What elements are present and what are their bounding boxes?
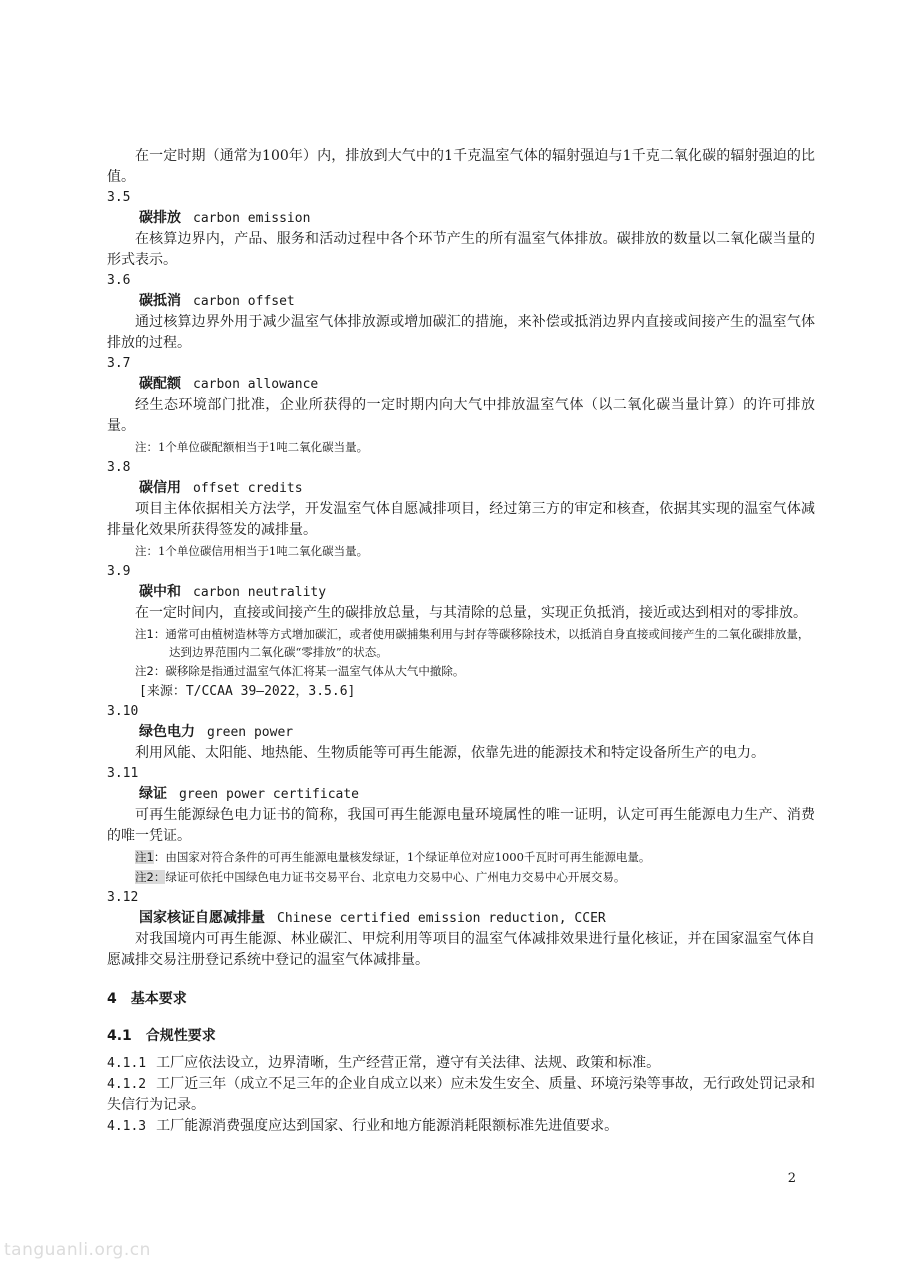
clause-number: 3.12	[107, 890, 139, 905]
term-en: carbon allowance	[193, 377, 319, 392]
term-heading	[139, 582, 815, 603]
clause-number: 3.9	[107, 564, 131, 579]
section-heading: 4.1 合规性要求	[107, 1028, 216, 1044]
clause-number: 3.11	[107, 766, 139, 781]
term-note	[135, 438, 815, 457]
note-label: 注2：	[135, 870, 166, 884]
term-zh: 绿色电力	[139, 724, 195, 740]
item-number: 4.1.2	[107, 1077, 147, 1092]
term-en: Chinese certified emission reduction, CCER	[277, 911, 606, 926]
term-definition: 通过核算边界外用于减少温室气体排放源或增加碳汇的措施，来补偿或抵消边界内直接或间接产生的温室气体排放的过程。	[107, 314, 815, 351]
note-label: 注2：	[135, 664, 166, 678]
term-note-1	[135, 625, 815, 661]
requirement-item	[107, 1053, 815, 1074]
watermark: tanguanli.org.cn	[4, 1240, 151, 1260]
term-en: carbon neutrality	[193, 585, 327, 600]
term-en: carbon emission	[193, 211, 311, 226]
term-en: carbon offset	[193, 294, 295, 309]
term-definition: 利用风能、太阳能、地热能、生物质能等可再生能源，依靠先进的能源技术和特定设备所生产的电力。	[135, 745, 765, 761]
note-label: 注1	[135, 850, 154, 864]
term-heading	[139, 374, 815, 395]
term-heading	[139, 908, 815, 929]
chapter-heading: 4 基本要求	[107, 991, 187, 1007]
page-content	[107, 146, 815, 1137]
term-zh: 碳信用	[139, 480, 181, 496]
item-number: 4.1.3	[107, 1119, 147, 1134]
term-note-1	[135, 848, 815, 867]
term-definition: 在核算边界内，产品、服务和活动过程中各个环节产生的所有温室气体排放。碳排放的数量以二氧化碳当量的形式表示。	[107, 231, 815, 268]
item-text: 工厂应依法设立，边界清晰，生产经营正常，遵守有关法律、法规、政策和标准。	[156, 1055, 661, 1071]
term-heading	[139, 208, 815, 229]
item-text: 工厂近三年（成立不足三年的企业自成立以来）应未发生安全、质量、环境污染等事故，无行政处罚记录和失信行为记录。	[107, 1076, 815, 1113]
term-zh: 碳中和	[139, 584, 181, 600]
term-heading	[139, 478, 815, 499]
term-zh: 碳配额	[139, 376, 181, 392]
term-definition: 对我国境内可再生能源、林业碳汇、甲烷利用等项目的温室气体减排效果进行量化核证，并在国家温室气体自愿减排交易注册登记系统中登记的温室气体减排量。	[107, 931, 815, 968]
term-heading	[139, 722, 815, 743]
term-heading	[139, 291, 815, 312]
note-label: 注1：	[135, 627, 166, 641]
note-label: 注：	[135, 544, 158, 558]
term-note-2	[135, 868, 815, 887]
note-text: 碳移除是指通过温室气体汇将某一温室气体从大气中撤除。	[165, 664, 465, 678]
term-en: offset credits	[193, 481, 303, 496]
note-text: 通常可由植树造林等方式增加碳汇，或者使用碳捕集利用与封存等碳移除技术，以抵消自身直接或间接产生的二氧化碳排放量，达到边界范围内二氧化碳“零排放”的状态。	[165, 627, 810, 659]
term-zh: 绿证	[139, 786, 167, 802]
term-definition: 在一定时间内，直接或间接产生的碳排放总量，与其清除的总量，实现正负抵消，接近或达到相对的零排放。	[135, 605, 807, 621]
requirement-item	[107, 1074, 815, 1116]
term-en: green power certificate	[179, 787, 360, 802]
note-text: 1个单位碳信用相当于1吨二氧化碳当量。	[158, 544, 369, 558]
clause-number: 3.6	[107, 273, 131, 288]
note-text: ：由国家对符合条件的可再生能源电量核发绿证，1个绿证单位对应1000千瓦时可再生能源电量。	[153, 850, 651, 864]
term-heading	[139, 784, 815, 805]
term-zh: 碳抵消	[139, 293, 181, 309]
clause-number: 3.10	[107, 704, 139, 719]
note-label: 注：	[135, 440, 158, 454]
requirement-item	[107, 1116, 815, 1137]
term-zh: 碳排放	[139, 210, 181, 226]
note-text: 绿证可依托中国绿色电力证书交易平台、北京电力交易中心、广州电力交易中心开展交易。	[165, 870, 626, 884]
term-source: [来源：T/CCAA 39—2022，3.5.6]	[139, 684, 356, 699]
item-text: 工厂能源消费强度应达到国家、行业和地方能源消耗限额标准先进值要求。	[156, 1118, 619, 1134]
intro-paragraph: 在一定时期（通常为100年）内，排放到大气中的1千克温室气体的辐射强迫与1千克二氧化碳的辐射强迫的比值。	[107, 148, 815, 185]
term-definition: 可再生能源绿色电力证书的简称，我国可再生能源电量环境属性的唯一证明，认定可再生能源电力生产、消费的唯一凭证。	[107, 807, 815, 844]
item-number: 4.1.1	[107, 1056, 147, 1071]
note-text: 1个单位碳配额相当于1吨二氧化碳当量。	[158, 440, 369, 454]
term-zh: 国家核证自愿减排量	[139, 910, 265, 926]
term-en: green power	[207, 725, 294, 740]
term-definition: 经生态环境部门批准，企业所获得的一定时期内向大气中排放温室气体（以二氧化碳当量计算）的许可排放量。	[107, 397, 815, 434]
clause-number: 3.5	[107, 190, 131, 205]
clause-number: 3.8	[107, 460, 131, 475]
clause-number: 3.7	[107, 356, 131, 371]
term-definition: 项目主体依据相关方法学，开发温室气体自愿减排项目，经过第三方的审定和核查，依据其实现的温室气体减排量化效果所获得签发的减排量。	[107, 501, 815, 538]
page-number: 2	[787, 1171, 796, 1186]
term-note-2	[135, 662, 815, 681]
term-note	[135, 542, 815, 561]
